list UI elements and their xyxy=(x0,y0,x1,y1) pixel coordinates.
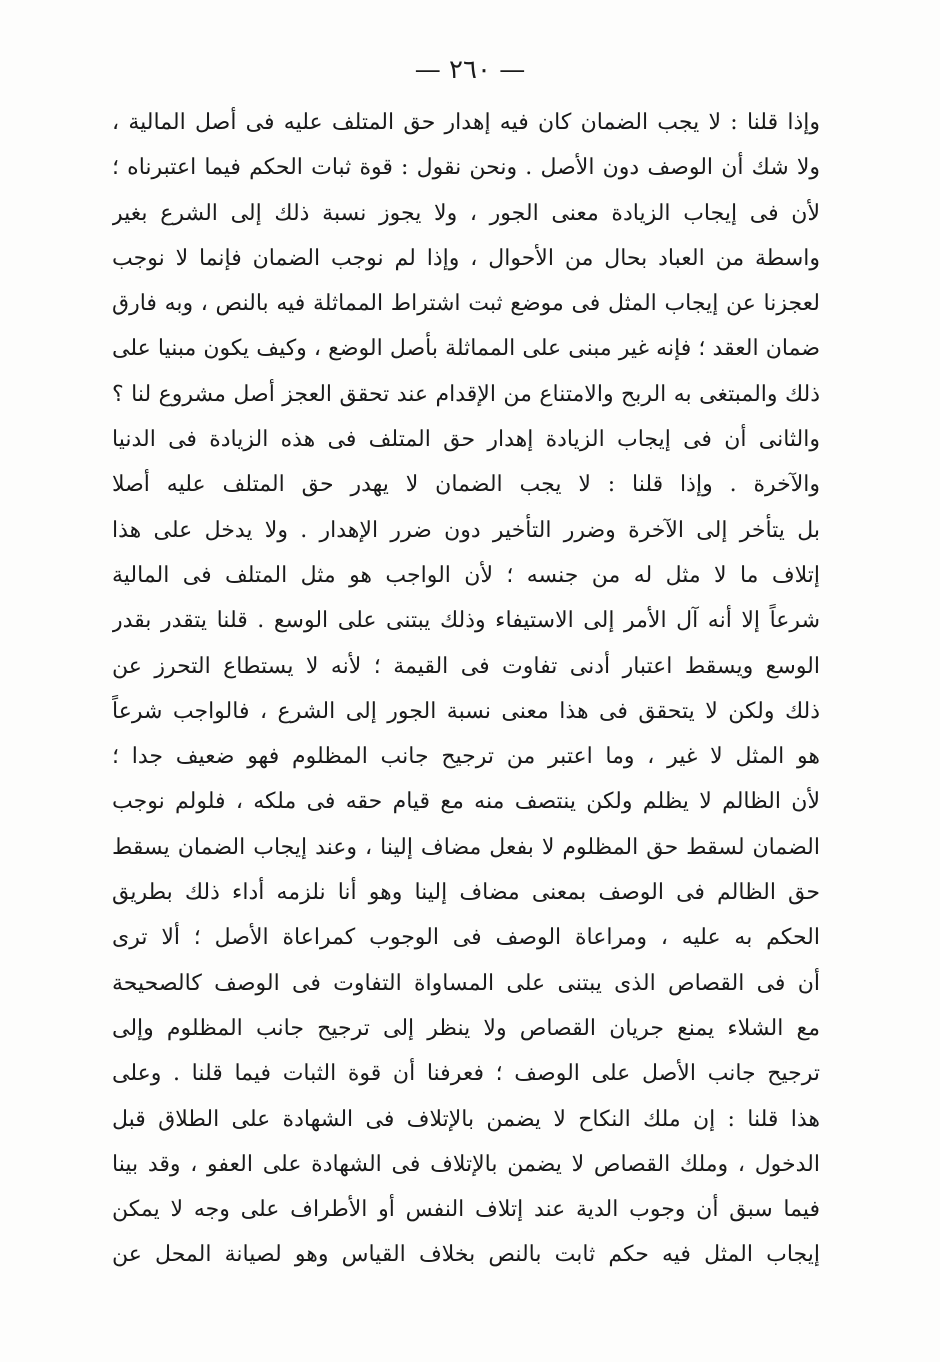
text-line: هو المثل لا غير ، وما اعتبر من ترجيح جانب المظلوم فهو ضعيف جدا ؛ xyxy=(112,744,820,770)
text-line: والآخرة . وإذا قلنا : لا يجب الضمان لا يهدر حق المتلف عليه أصلا xyxy=(112,472,820,498)
text-line: مع الشلاء يمنع جريان القصاص ولا ينظر إلى ترجيح جانب المظلوم وإلى xyxy=(112,1015,820,1041)
text-line: فيما سبق أن وجوب الدية عند إتلاف النفس أو الأطراف على وجه لا يمكن xyxy=(112,1197,820,1223)
text-line: شرعاً إلا أنه آل الأمر إلى الاستيفاء وذلك يبتنى على الوسع . قلنا يتقدر بقدر xyxy=(112,608,820,634)
text-line: أن فى القصاص الذى يبتنى على المساواة التفاوت فى الوصف كالصحيحة xyxy=(112,970,820,996)
text-line: إتلاف ما لا مثل له من جنسه ؛ لأن الواجب هو مثل المتلف فى المالية xyxy=(112,562,820,588)
body-text xyxy=(112,100,820,1278)
text-line: لعجزنا عن إيجاب المثل فى موضع ثبت اشتراط المماثلة فيه بالنص ، وبه فارق xyxy=(112,291,820,317)
text-line: إيجاب المثل فيه حكم ثابت بالنص بخلاف القياس وهو لصيانة المحل عن xyxy=(112,1242,820,1268)
text-line: ضمان العقد ؛ فإنه غير مبنى على المماثلة بأصل الوضع ، وكيف يكون مبنيا على xyxy=(112,336,820,362)
text-line: بل يتأخر إلى الآخرة وضرر التأخير دون ضرر الإهدار . ولا يدخل على هذا xyxy=(112,517,820,543)
text-line: ذلك ولكن لا يتحقق فى هذا معنى نسبة الجور إلى الشرع ، فالواجب شرعاً xyxy=(112,698,820,724)
text-line: ترجيح جانب الأصل على الوصف ؛ فعرفنا أن قوة الثبات فيما قلنا . وعلى xyxy=(112,1061,820,1087)
text-line: لأن الظالم لا يظلم ولكن ينتصف منه مع قيام حقه فى ملكه ، فلولم نوجب xyxy=(112,789,820,815)
text-line: هذا قلنا : إن ملك النكاح لا يضمن بالإتلاف فى الشهادة على الطلاق قبل xyxy=(112,1106,820,1132)
text-line: ذلك والمبتغى به الربح والامتناع من الإقدام عند تحقق العجز أصل مشروع لنا ؟ xyxy=(112,381,820,407)
text-line: الحكم به عليه ، ومراعاة الوصف فى الوجوب كمراعاة الأصل ؛ ألا ترى xyxy=(112,925,820,951)
page-number: — ٢٦٠ — xyxy=(414,55,526,85)
text-line: والثانى أن فى إيجاب الزيادة إهدار حق المتلف فى هذه الزيادة فى الدنيا xyxy=(112,427,820,453)
text-line: الوسع ويسقط اعتبار أدنى تفاوت فى القيمة ؛ لأنه لا يستطاع التحرز عن xyxy=(112,653,820,679)
text-line: الدخول ، وملك القصاص لا يضمن بالإتلاف فى الشهادة على العفو ، وقد بينا xyxy=(112,1151,820,1177)
text-line: وإذا قلنا : لا يجب الضمان كان فيه إهدار حق المتلف عليه فى أصل المالية ، xyxy=(112,110,820,135)
text-line: واسطة من العباد بحال من الأحوال ، وإذا لم نوجب الضمان فإنما لا نوجب xyxy=(112,245,820,271)
text-line: حق الظالم فى الوصف بمعنى مضاف إلينا وهو أنا نلزمه أداء ذلك بطريق xyxy=(112,880,820,906)
text-line: ولا شك أن الوصف دون الأصل . ونحن نقول : قوة ثبات الحكم فيما اعتبرناه ؛ xyxy=(112,155,820,181)
text-line: الضمان لسقط حق المظلوم لا بفعل مضاف إلينا ، وعند إيجاب الضمان يسقط xyxy=(112,834,820,860)
text-line: لأن فى إيجاب الزيادة معنى الجور ، ولا يجوز نسبة ذلك إلى الشرع بغير xyxy=(112,200,820,226)
